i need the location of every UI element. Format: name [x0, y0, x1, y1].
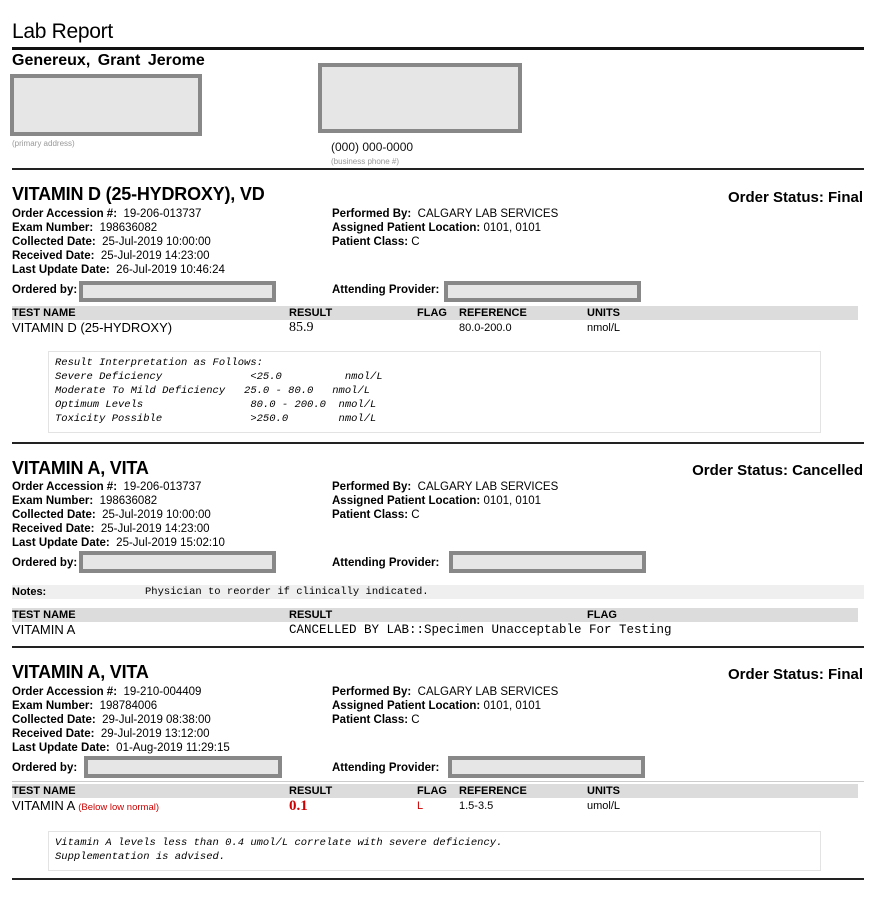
- exam-number-value: 198636082: [99, 495, 158, 507]
- collected-date-value: 25-Jul-2019 10:00:00: [102, 236, 211, 248]
- redacted-attending-provider: [449, 551, 646, 573]
- interpretation-line: Supplementation is advised.: [55, 851, 226, 863]
- patient-class-value: C: [411, 509, 420, 521]
- order-status: Order Status: Final: [727, 666, 863, 683]
- order-title: VITAMIN A, VITA: [12, 662, 149, 682]
- result-value: 85.9: [289, 320, 314, 335]
- patient-name: Genereux, Grant Jerome: [12, 52, 205, 69]
- received-date-value: 25-Jul-2019 14:23:00: [100, 250, 210, 262]
- patient-class-value: C: [411, 714, 420, 726]
- location-label: Assigned Patient Location:: [332, 700, 481, 712]
- business-phone: (000) 000-0000: [331, 140, 414, 154]
- interpretation-line: Severe Deficiency <25.0 nmol/L: [55, 371, 383, 383]
- order-meta-right: [332, 685, 558, 727]
- patient-class-label: Patient Class:: [332, 236, 409, 248]
- collected-date-value: 29-Jul-2019 08:38:00: [102, 714, 211, 726]
- performed-by-value: CALGARY LAB SERVICES: [417, 686, 559, 698]
- header-bottom-divider: [12, 168, 864, 170]
- order-title: VITAMIN A, VITA: [12, 458, 149, 478]
- redacted-ordered-by: [79, 281, 276, 302]
- result-value-abnormal: 0.1: [289, 798, 308, 814]
- page-title: Lab Report: [12, 20, 113, 43]
- exam-number-label: Exam Number:: [12, 495, 94, 507]
- ordered-by-label: Ordered by:: [12, 284, 78, 296]
- performed-by-value: CALGARY LAB SERVICES: [417, 208, 559, 220]
- section-divider: [12, 646, 864, 648]
- test-name: VITAMIN A: [12, 622, 76, 637]
- thin-divider: [12, 781, 864, 782]
- notes-bar: [12, 585, 864, 599]
- results-table-header: [12, 306, 858, 320]
- col-units: UNITS: [587, 307, 620, 319]
- interpretation-line: Moderate To Mild Deficiency 25.0 - 80.0 nmol/L: [55, 385, 371, 397]
- order-title: VITAMIN D (25-HYDROXY), VD: [12, 184, 265, 204]
- order-status: Order Status: Final: [727, 189, 863, 206]
- performed-by-label: Performed By:: [332, 208, 412, 220]
- col-reference: REFERENCE: [459, 307, 527, 319]
- received-date-label: Received Date:: [12, 523, 95, 535]
- test-name: VITAMIN D (25-HYDROXY): [12, 320, 173, 335]
- order-status: Order Status: Cancelled: [692, 462, 863, 479]
- last-update-label: Last Update Date:: [12, 537, 110, 549]
- redacted-ordered-by: [84, 756, 282, 778]
- exam-number-value: 198636082: [99, 222, 158, 234]
- redacted-ordered-by: [79, 551, 276, 573]
- col-flag: FLAG: [417, 785, 447, 797]
- redacted-contact-block: [318, 63, 522, 133]
- col-result: RESULT: [289, 307, 333, 319]
- received-date-label: Received Date:: [12, 728, 95, 740]
- test-name: [12, 798, 159, 816]
- location-value: 0101, 0101: [483, 700, 542, 712]
- location-label: Assigned Patient Location:: [332, 222, 481, 234]
- table-row: [12, 622, 858, 638]
- exam-number-value: 198784006: [99, 700, 158, 712]
- primary-address-caption: (primary address): [12, 139, 75, 148]
- result-value: CANCELLED BY LAB::Specimen Unacceptable For Testing: [289, 623, 672, 637]
- attending-provider-label: Attending Provider:: [332, 284, 440, 296]
- interpretation-line: Vitamin A levels less than 0.4 umol/L correlate with severe deficiency.: [55, 837, 503, 849]
- test-name-text: VITAMIN A: [12, 798, 75, 813]
- location-value: 0101, 0101: [483, 495, 542, 507]
- col-flag: FLAG: [587, 609, 617, 621]
- col-result: RESULT: [289, 785, 333, 797]
- result-interpretation-box: [48, 831, 821, 871]
- order-accession-label: Order Accession #:: [12, 481, 118, 493]
- col-test-name: TEST NAME: [12, 609, 76, 621]
- location-value: 0101, 0101: [483, 222, 542, 234]
- results-table-header: [12, 608, 858, 622]
- interpretation-line: Result Interpretation as Follows:: [55, 357, 263, 369]
- last-update-value: 25-Jul-2019 15:02:10: [116, 537, 225, 549]
- performed-by-label: Performed By:: [332, 686, 412, 698]
- units: nmol/L: [587, 322, 621, 334]
- interpretation-line: Optimum Levels 80.0 - 200.0 nmol/L: [55, 399, 377, 411]
- order-accession-label: Order Accession #:: [12, 686, 118, 698]
- notes-label: Notes:: [12, 586, 47, 598]
- col-reference: REFERENCE: [459, 785, 527, 797]
- received-date-label: Received Date:: [12, 250, 95, 262]
- col-result: RESULT: [289, 609, 333, 621]
- abnormal-note: (Below low normal): [78, 802, 160, 813]
- result-interpretation-box: [48, 351, 821, 433]
- col-units: UNITS: [587, 785, 620, 797]
- results-table-header: [12, 784, 858, 798]
- exam-number-label: Exam Number:: [12, 222, 94, 234]
- location-label: Assigned Patient Location:: [332, 495, 481, 507]
- business-phone-caption: (business phone #): [331, 157, 400, 166]
- notes-text: Physician to reorder if clinically indicated.: [145, 586, 429, 598]
- patient-class-label: Patient Class:: [332, 714, 409, 726]
- attending-provider-label: Attending Provider:: [332, 762, 440, 774]
- reference-range: 1.5-3.5: [459, 800, 494, 812]
- reference-range: 80.0-200.0: [459, 322, 512, 334]
- order-accession-label: Order Accession #:: [12, 208, 118, 220]
- performed-by-label: Performed By:: [332, 481, 412, 493]
- table-row: [12, 320, 858, 336]
- performed-by-value: CALGARY LAB SERVICES: [417, 481, 559, 493]
- flag-low: L: [417, 800, 424, 812]
- order-accession-value: 19-206-013737: [123, 208, 202, 220]
- exam-number-label: Exam Number:: [12, 700, 94, 712]
- col-test-name: TEST NAME: [12, 785, 76, 797]
- last-update-value: 26-Jul-2019 10:46:24: [116, 264, 225, 276]
- attending-provider-label: Attending Provider:: [332, 557, 440, 569]
- collected-date-label: Collected Date:: [12, 509, 96, 521]
- units: umol/L: [587, 800, 621, 812]
- interpretation-line: Toxicity Possible >250.0 nmol/L: [55, 413, 377, 425]
- patient-class-value: C: [411, 236, 420, 248]
- order-accession-value: 19-206-013737: [123, 481, 202, 493]
- order-meta-left: [12, 480, 225, 550]
- header-divider: [12, 47, 864, 50]
- ordered-by-label: Ordered by:: [12, 762, 78, 774]
- order-meta-left: [12, 685, 230, 755]
- received-date-value: 29-Jul-2019 13:12:00: [100, 728, 210, 740]
- collected-date-value: 25-Jul-2019 10:00:00: [102, 509, 211, 521]
- redacted-attending-provider: [448, 756, 645, 778]
- received-date-value: 25-Jul-2019 14:23:00: [100, 523, 210, 535]
- redacted-attending-provider: [444, 281, 641, 302]
- ordered-by-label: Ordered by:: [12, 557, 78, 569]
- col-test-name: TEST NAME: [12, 307, 76, 319]
- col-flag: FLAG: [417, 307, 447, 319]
- patient-class-label: Patient Class:: [332, 509, 409, 521]
- table-row: [12, 798, 858, 814]
- redacted-primary-address: [10, 74, 202, 136]
- section-divider: [12, 878, 864, 880]
- order-meta-right: [332, 207, 558, 249]
- last-update-label: Last Update Date:: [12, 742, 110, 754]
- order-meta-left: [12, 207, 225, 277]
- collected-date-label: Collected Date:: [12, 714, 96, 726]
- order-accession-value: 19-210-004409: [123, 686, 202, 698]
- order-meta-right: [332, 480, 558, 522]
- collected-date-label: Collected Date:: [12, 236, 96, 248]
- section-divider: [12, 442, 864, 444]
- last-update-label: Last Update Date:: [12, 264, 110, 276]
- last-update-value: 01-Aug-2019 11:29:15: [116, 742, 230, 754]
